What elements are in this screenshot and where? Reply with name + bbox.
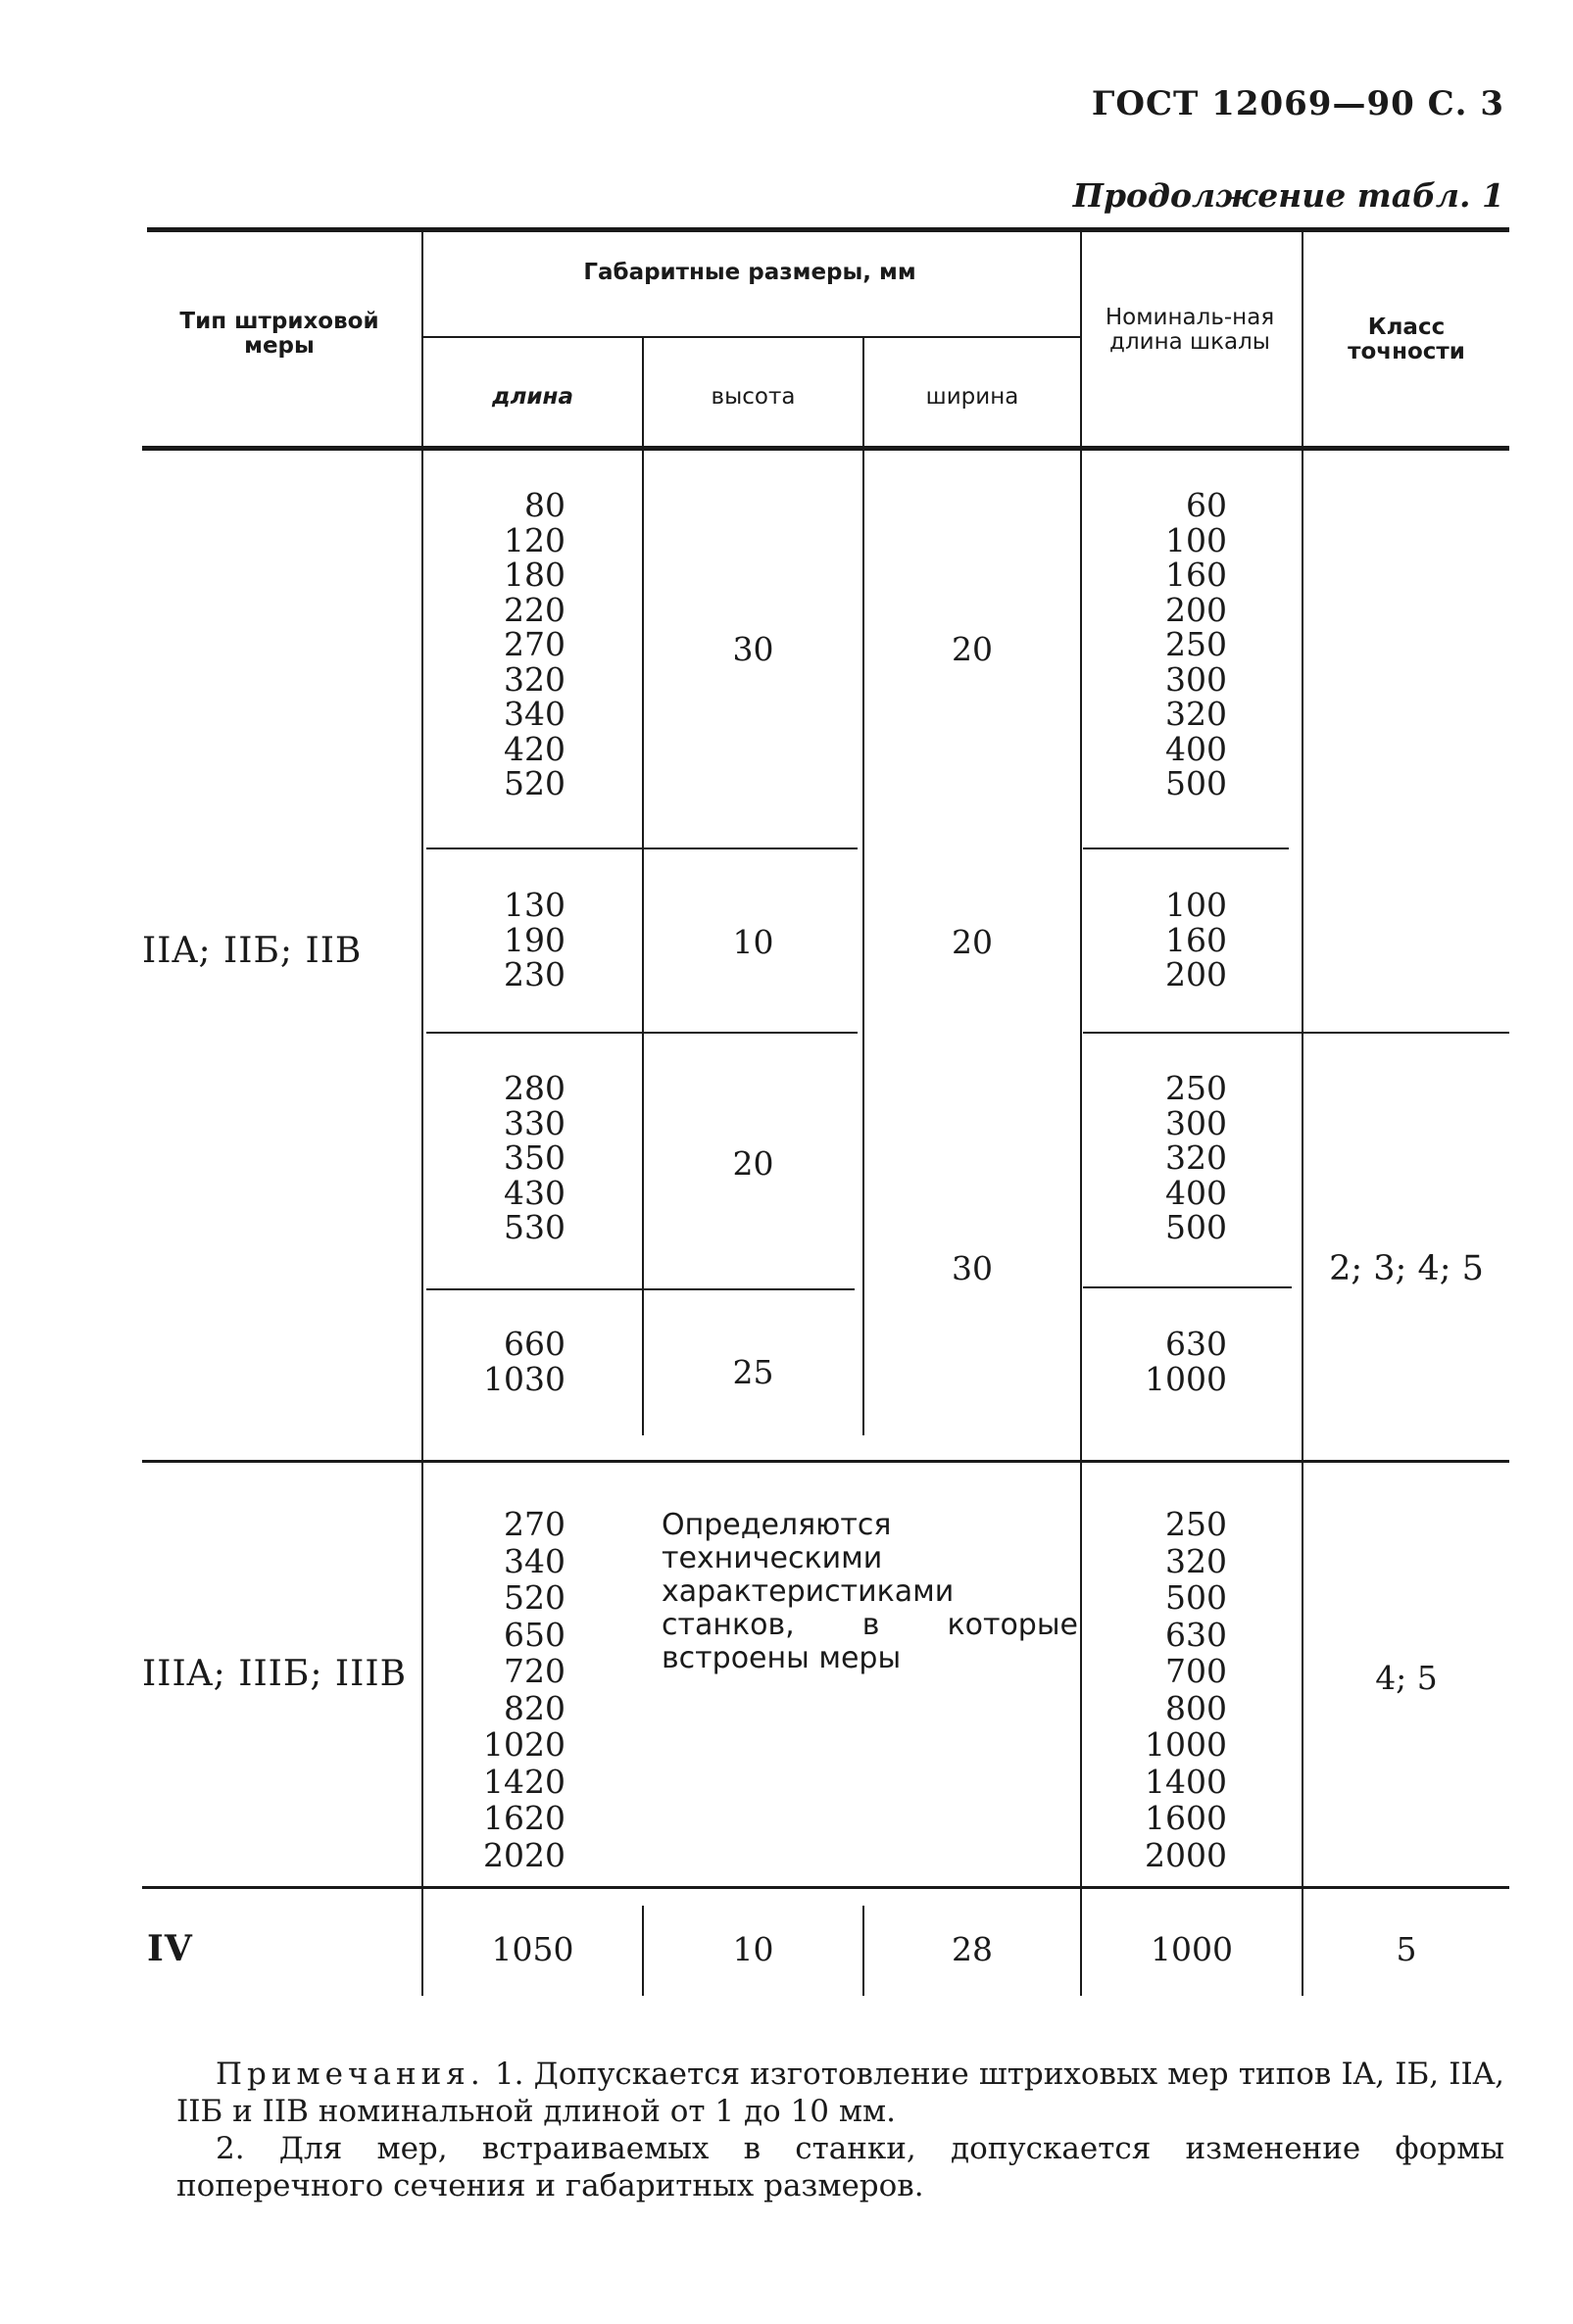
nominal-value: 630 <box>1165 1615 1227 1654</box>
nominal-value: 1600 <box>1145 1799 1227 1837</box>
nominal-value: 1000 <box>1145 1359 1227 1398</box>
length-value: 650 <box>504 1615 565 1654</box>
group3-description: Определяются техническими характеристиками станков, в которые встроены меры <box>662 1508 1078 1675</box>
note-2: 2. Для мер, встраиваемых в станки, допускается изменение формы поперечного сечения и габаритных размеров. <box>176 2131 1504 2203</box>
length-value: 660 <box>504 1325 565 1363</box>
length-value: 520 <box>504 1578 565 1617</box>
group2-line-c-nom <box>1083 1286 1292 1288</box>
nominal-value: 630 <box>1165 1325 1227 1363</box>
nominal-value: 200 <box>1165 955 1227 993</box>
group2-accuracy: 2; 3; 4; 5 <box>1329 1249 1484 1288</box>
group2-line-a <box>426 847 858 849</box>
length-value: 2020 <box>483 1835 565 1874</box>
document-reference: ГОСТ 12069—90 С. 3 <box>1091 84 1504 123</box>
group2-line-b <box>426 1032 858 1034</box>
nominal-value: 500 <box>1165 1208 1227 1246</box>
header-accuracy-class: Класс точности <box>1348 315 1465 365</box>
nominal-value: 320 <box>1165 1541 1227 1580</box>
group2-sub2-height: 10 <box>732 923 774 961</box>
length-value: 530 <box>504 1208 565 1246</box>
length-value: 190 <box>504 920 565 959</box>
group3-nominals <box>1093 1506 1227 1873</box>
length-value: 330 <box>504 1103 565 1142</box>
group3-accuracy: 4; 5 <box>1375 1659 1438 1697</box>
length-value: 120 <box>504 520 565 559</box>
group2-sub1-nominals <box>1093 488 1227 801</box>
col-divider-5 <box>1302 232 1303 1996</box>
length-value: 1020 <box>483 1725 565 1764</box>
length-value: 320 <box>504 659 565 699</box>
nominal-value: 160 <box>1165 920 1227 959</box>
group4-accuracy: 5 <box>1396 1930 1417 1968</box>
length-value: 340 <box>504 1541 565 1580</box>
notes-label: Примечания. <box>216 2057 485 2092</box>
table-continuation-label: Продолжение табл. 1 <box>1072 176 1504 215</box>
nominal-value: 800 <box>1165 1688 1227 1727</box>
group2-sub3-width: 30 <box>952 1249 993 1287</box>
length-value: 720 <box>504 1652 565 1690</box>
nominal-value: 400 <box>1165 1173 1227 1212</box>
nominal-value: 100 <box>1165 520 1227 559</box>
header-width: ширина <box>925 384 1019 410</box>
nominal-value: 400 <box>1165 729 1227 768</box>
nominal-value: 100 <box>1165 886 1227 924</box>
col-divider-1 <box>421 232 423 1996</box>
nominal-value: 320 <box>1165 1138 1227 1177</box>
group2-sub1-lengths <box>431 488 565 801</box>
length-value: 1620 <box>483 1799 565 1837</box>
nominal-value: 500 <box>1165 764 1227 802</box>
group2-sub1-height: 30 <box>732 630 774 668</box>
nominal-value: 1400 <box>1145 1762 1227 1801</box>
col-divider-2 <box>642 338 644 1435</box>
group3-type: IIIA; IIIБ; IIIВ <box>142 1654 408 1694</box>
nominal-value: 250 <box>1165 625 1227 663</box>
group2-sub4-nominals <box>1093 1327 1227 1396</box>
header-subdivider <box>421 336 1080 338</box>
note-1-text: 1. Допускается изготовление штриховых мер типов IA, IБ, IIA, IIБ и IIВ номинальной длиной от 1 до 10 мм. <box>176 2057 1504 2129</box>
col-divider-4 <box>1080 232 1082 1996</box>
nominal-value: 300 <box>1165 659 1227 699</box>
header-nominal-length: Номиналь-ная длина шкалы <box>1105 305 1275 356</box>
group2-sub2-width: 20 <box>952 923 993 961</box>
length-value: 1420 <box>483 1762 565 1801</box>
length-value: 340 <box>504 695 565 733</box>
group2-sub4-height: 25 <box>732 1353 774 1391</box>
group2-line-b-nom <box>1083 1032 1509 1034</box>
length-value: 420 <box>504 729 565 768</box>
group2-sub3-nominals <box>1093 1071 1227 1245</box>
group2-line-a-nom <box>1083 847 1289 849</box>
length-value: 80 <box>524 486 565 524</box>
group2-sub4-lengths <box>431 1327 565 1396</box>
table-header-rule <box>142 446 1509 451</box>
group2-sub3-height: 20 <box>732 1144 774 1183</box>
nominal-value: 250 <box>1165 1505 1227 1543</box>
group-separator-2 <box>142 1460 1509 1463</box>
length-value: 180 <box>504 556 565 594</box>
nominal-value: 700 <box>1165 1652 1227 1690</box>
notes <box>176 2056 1504 2204</box>
length-value: 270 <box>504 625 565 663</box>
group2-type: IIA; IIБ; IIВ <box>142 931 363 971</box>
group4-type: IV <box>147 1928 193 1969</box>
nominal-value: 1000 <box>1145 1725 1227 1764</box>
header-height: высота <box>711 384 796 410</box>
header-overall-dimensions: Габаритные размеры, мм <box>583 260 916 285</box>
nominal-value: 60 <box>1186 486 1227 524</box>
nominal-value: 2000 <box>1145 1835 1227 1874</box>
nominal-value: 320 <box>1165 695 1227 733</box>
nominal-value: 160 <box>1165 556 1227 594</box>
group4-width: 28 <box>952 1930 993 1968</box>
header-length: длина <box>492 384 573 410</box>
nominal-value: 250 <box>1165 1069 1227 1107</box>
group3-lengths <box>431 1506 565 1873</box>
group-separator-3 <box>142 1886 1509 1889</box>
length-value: 230 <box>504 955 565 993</box>
nominal-value: 300 <box>1165 1103 1227 1142</box>
length-value: 130 <box>504 886 565 924</box>
group2-sub2-nominals <box>1093 888 1227 993</box>
group4-length: 1050 <box>491 1930 574 1968</box>
group2-sub1-width: 20 <box>952 630 993 668</box>
length-value: 280 <box>504 1069 565 1107</box>
length-value: 520 <box>504 764 565 802</box>
group2-sub3-lengths <box>431 1071 565 1245</box>
length-value: 430 <box>504 1173 565 1212</box>
length-value: 350 <box>504 1138 565 1177</box>
table-top-rule <box>147 227 1509 232</box>
length-value: 1030 <box>483 1359 565 1398</box>
nominal-value: 200 <box>1165 590 1227 629</box>
group4-nominal: 1000 <box>1151 1930 1233 1968</box>
group4-height: 10 <box>732 1930 774 1968</box>
length-value: 270 <box>504 1505 565 1543</box>
note-1 <box>176 2056 1504 2130</box>
length-value: 820 <box>504 1688 565 1727</box>
header-type: Тип штриховой меры <box>179 309 379 360</box>
group2-sub2-lengths <box>431 888 565 993</box>
group2-line-c <box>426 1288 855 1290</box>
length-value: 220 <box>504 590 565 629</box>
nominal-value: 500 <box>1165 1578 1227 1617</box>
